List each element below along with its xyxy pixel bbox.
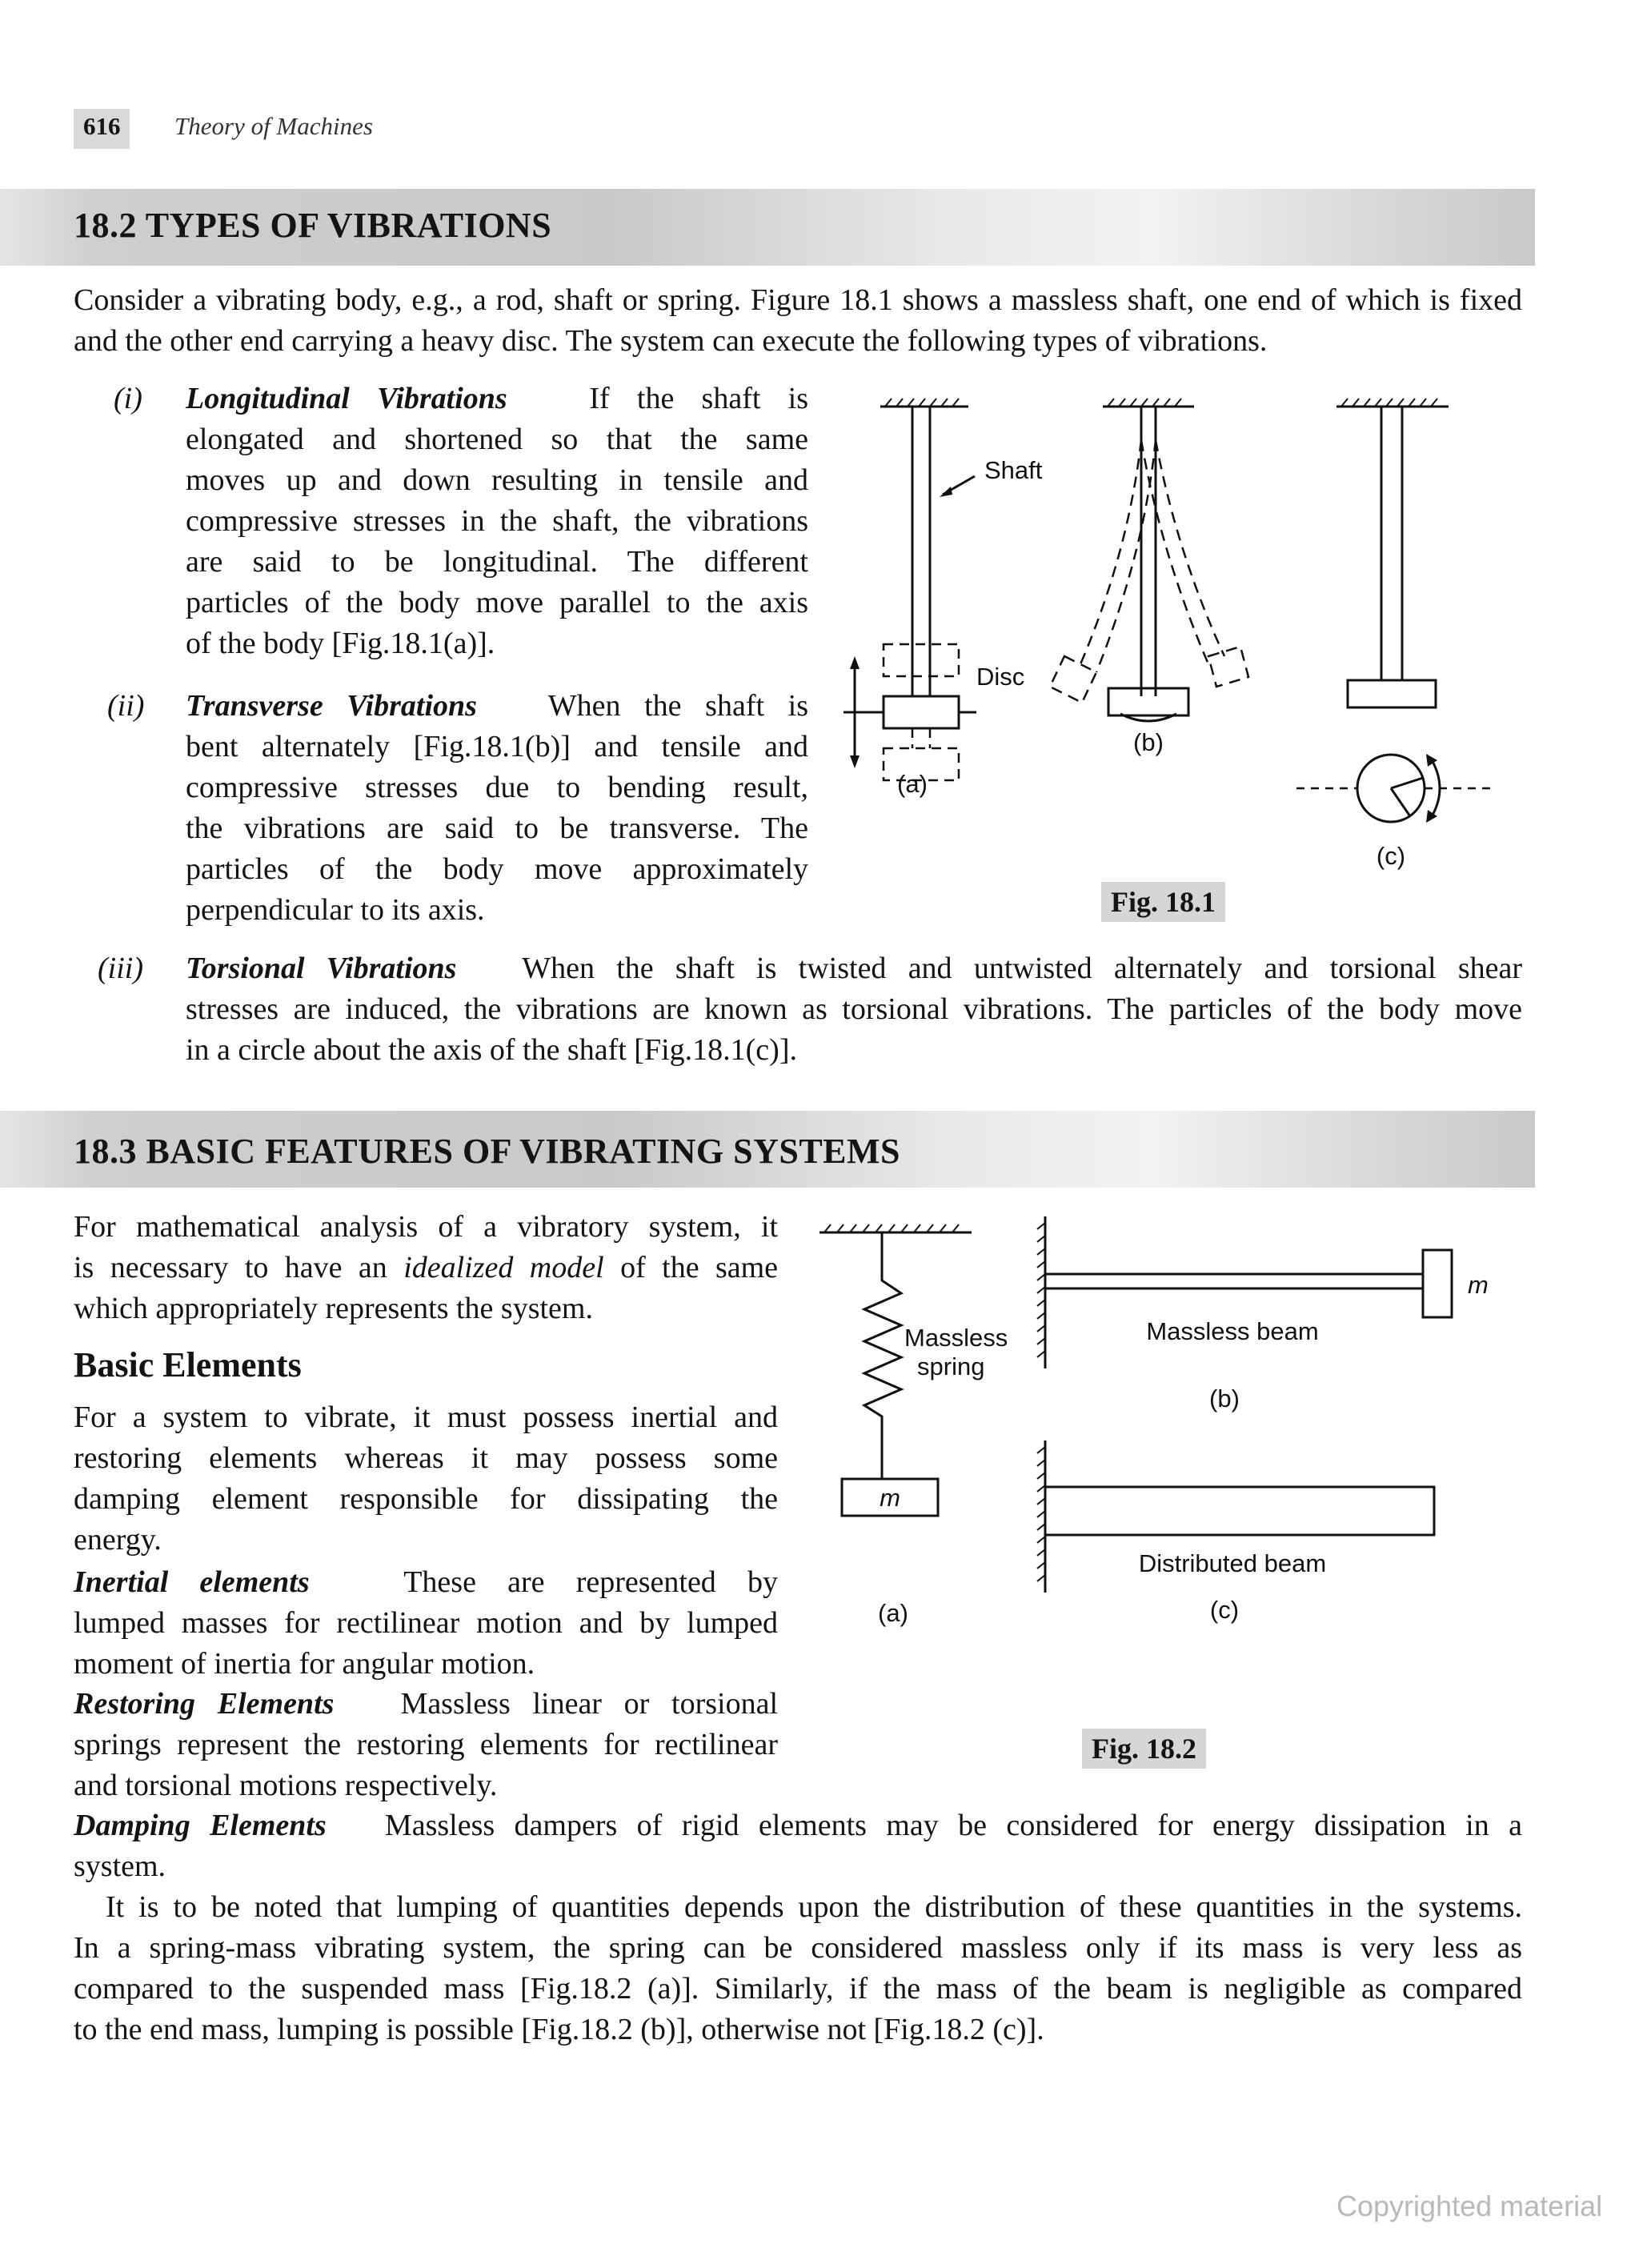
label-disc: Disc xyxy=(976,663,1025,691)
section-title-18-3: 18.3 BASIC FEATURES OF VIBRATING SYSTEMS xyxy=(74,1132,901,1171)
label-massless-beam: Massless beam xyxy=(1146,1317,1319,1345)
item-ii-text: Transverse Vibrations When the shaft is bent alternately [Fig.18.1(b)] and tensile and compressive stresses due to bending result, the vibrations are said to be transverse. The particles of the body move approximately perpendicular to its axis. xyxy=(186,689,808,927)
figure-18-2 xyxy=(808,1200,1529,1633)
item-iii-text: Torsional Vibrations When the shaft is twisted and untwisted alternately and torsional shear stresses are induced, the vibrations are known as torsional vibrations. The particles of the body move in a circle about the axis of the shaft [Fig.18.1(c)]. xyxy=(186,952,1523,1067)
copyright-notice: Copyrighted material xyxy=(1336,2190,1603,2222)
label-mass-a: m xyxy=(880,1484,900,1512)
figure-18-2-caption: Fig. 18.2 xyxy=(1082,1729,1206,1769)
item-i-heading: Longitudinal Vibrations xyxy=(186,382,507,415)
label-mass-b: m xyxy=(1468,1271,1489,1299)
item-marker-iii: (iii) xyxy=(98,952,143,985)
label-fig-18-2-c: (c) xyxy=(1209,1596,1240,1624)
label-fig-18-1-c: (c) xyxy=(1376,842,1406,870)
inertial-heading: Inertial elements xyxy=(74,1565,310,1599)
label-fig-18-2-a: (a) xyxy=(878,1599,908,1627)
damping-heading: Damping Elements xyxy=(74,1809,327,1842)
figure-18-1 xyxy=(832,392,1553,952)
item-marker-i: (i) xyxy=(114,382,142,415)
item-marker-ii: (ii) xyxy=(107,689,145,723)
running-title: Theory of Machines xyxy=(174,112,373,140)
inertial-elements-text: Inertial elements These are represented by lumped masses for rectilinear motion and by lumped moment of inertia for angular motion. xyxy=(74,1565,778,1681)
label-distributed-beam: Distributed beam xyxy=(1138,1549,1327,1577)
figure-18-1-caption: Fig. 18.1 xyxy=(1101,882,1225,922)
basic-elements-text: For a system to vibrate, it must possess inertial and restoring elements whereas it may possess some damping element responsible for dissipating the energy. xyxy=(74,1400,778,1557)
restoring-heading: Restoring Elements xyxy=(74,1687,335,1721)
label-fig-18-2-b: (b) xyxy=(1209,1384,1240,1412)
section-title-18-2: 18.2 TYPES OF VIBRATIONS xyxy=(74,206,552,245)
damping-elements-text: Damping Elements Massless dampers of rigid elements may be considered for energy dissipation in a system. xyxy=(74,1809,1522,1883)
section-18-3-intro: For mathematical analysis of a vibratory system, it is necessary to have an idealized model of the same which appropriately represents the system. xyxy=(74,1210,779,1325)
item-i-text: Longitudinal Vibrations If the shaft is elongated and shortened so that the same moves up and down resulting in tensile and compressive stresses in the shaft, the vibrations are said to be longitudinal. The different particles of the body move parallel to the axis of the body [Fig.18.1(a)]. xyxy=(186,382,808,660)
label-spring: spring xyxy=(917,1352,985,1380)
closing-paragraph: It is to be noted that lumping of quantities depends upon the distribution of these quantities in the systems. In a spring-mass vibrating system, the spring can be considered massless only if its mass is very less as compared to the suspended mass [Fig.18.2 (a)]. Similarly, if the mass of the beam is negligible as compared to the end mass, lumping is possible [Fig.18.2 (b)], otherwise not [Fig.18.2 (c)]. xyxy=(74,1890,1522,2046)
page-number: 616 xyxy=(83,112,121,140)
label-massless: Massless xyxy=(904,1324,1008,1352)
intro-paragraph: Consider a vibrating body, e.g., a rod, shaft or spring. Figure 18.1 shows a massless shaft, one end of which is fixed and the other end carrying a heavy disc. The system can execute the following types of vibrations. xyxy=(74,283,1522,358)
label-shaft: Shaft xyxy=(984,456,1043,484)
basic-elements-heading: Basic Elements xyxy=(74,1345,302,1384)
item-iii-heading: Torsional Vibrations xyxy=(186,952,457,985)
label-fig-18-1-a: (a) xyxy=(897,770,928,798)
restoring-elements-text: Restoring Elements Massless linear or torsional springs represent the restoring elements for rectilinear and torsional motions respectively. xyxy=(74,1687,779,1802)
label-fig-18-1-b: (b) xyxy=(1133,728,1164,756)
item-ii-heading: Transverse Vibrations xyxy=(186,689,477,723)
